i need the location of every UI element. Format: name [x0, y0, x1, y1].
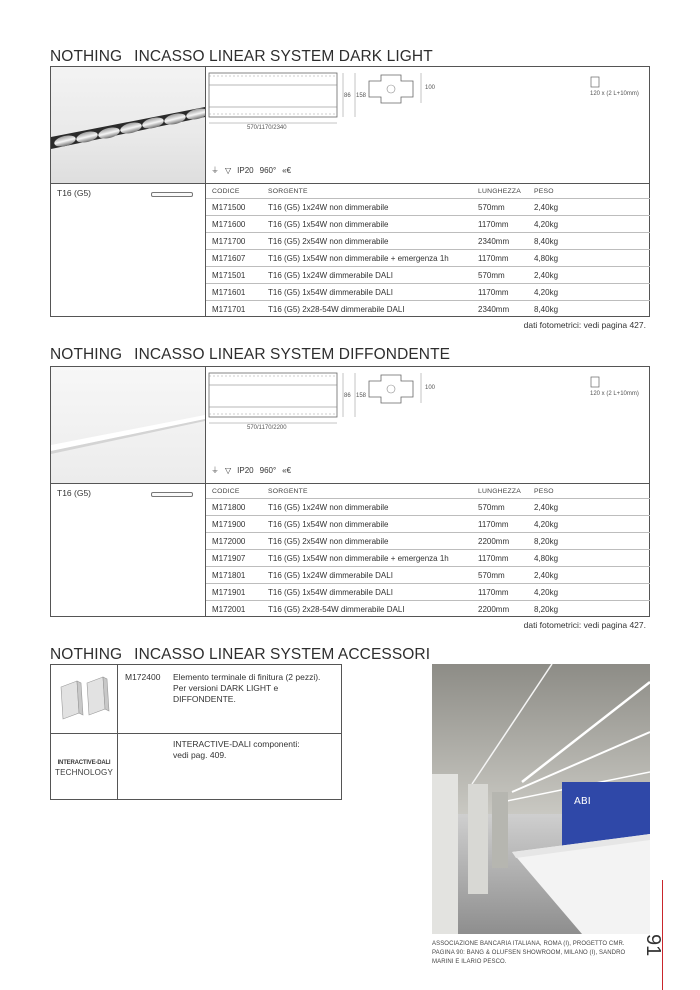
end-cap-image	[55, 673, 113, 727]
table-header-row	[206, 184, 650, 199]
certification-symbols	[211, 165, 291, 176]
table-row: M172000 T16 (G5) 2x54W non dimmerabile 2200mm 8,20kg	[206, 533, 650, 550]
bank-lobby-image	[432, 664, 650, 934]
product-photo-dark-light	[51, 67, 206, 183]
luminaire-louver-image	[51, 67, 205, 183]
table-row: M171800 T16 (G5) 1x24W non dimmerabile 570mm 2,40kg	[206, 499, 650, 516]
source-label: T16 (G5)	[57, 188, 92, 198]
table-row: M171901 T16 (G5) 1x54W dimmerabile DALI 1170mm 4,20kg	[206, 584, 650, 601]
header-source: SORGENTE	[262, 184, 472, 199]
dim-height-2: 158	[356, 393, 367, 399]
ip-rating: IP20	[237, 166, 254, 175]
header-code: CODICE	[206, 184, 262, 199]
header-source: SORGENTE	[262, 484, 472, 499]
ce-mark-icon: «€	[282, 166, 292, 175]
source-label: T16 (G5)	[57, 488, 92, 498]
spec-table-dark-light	[206, 184, 650, 317]
table-header-row	[206, 484, 650, 499]
table-row: M171600 T16 (G5) 1x54W non dimmerabile 1170mm 4,20kg	[206, 216, 650, 233]
photometric-note: dati fotometrici: vedi pagina 427.	[523, 620, 646, 630]
dim-cutout: 120 x (2 L+10mm)	[590, 91, 639, 97]
header-length: LUNGHEZZA	[472, 184, 528, 199]
glow-wire-rating: 960°	[259, 166, 277, 175]
fluorescent-tube-icon	[151, 492, 193, 497]
product-photo-diffondente	[51, 367, 206, 483]
dali-description: INTERACTIVE-DALI componenti: vedi pag. 409.	[173, 739, 300, 760]
photometric-note: dati fotometrici: vedi pagina 427.	[523, 320, 646, 330]
section-title-dark-light: NOTHING INCASSO LINEAR SYSTEM DARK LIGHT	[50, 48, 433, 65]
table-row: M171701 T16 (G5) 2x28-54W dimmerabile DALI 2340mm 8,40kg	[212, 304, 559, 314]
product-box-dark-light	[50, 66, 650, 317]
dim-length: 570/1170/2200	[247, 425, 287, 431]
certification-symbols	[211, 465, 291, 476]
technical-drawing-dark-light	[205, 67, 649, 183]
section-title-diffondente: NOTHING INCASSO LINEAR SYSTEM DIFFONDENTE	[50, 346, 451, 363]
table-row: M171900 T16 (G5) 1x54W non dimmerabile 1170mm 4,20kg	[206, 516, 650, 533]
table-row: M171907 T16 (G5) 1x54W non dimmerabile + emergenza 1h 1170mm 4,80kg	[206, 550, 650, 567]
abi-sign: ABI	[574, 796, 591, 807]
table-row: M172001 T16 (G5) 2x28-54W dimmerabile DALI 2200mm 8,20kg	[212, 604, 559, 614]
table-row: M171801 T16 (G5) 1x24W dimmerabile DALI 570mm 2,40kg	[206, 567, 650, 584]
header-weight: PESO	[528, 484, 650, 499]
dim-height-1: 86	[344, 393, 351, 399]
fluorescent-tube-icon	[151, 192, 193, 197]
table-row: M171501 T16 (G5) 1x24W dimmerabile DALI 570mm 2,40kg	[206, 267, 650, 284]
dim-cutout: 120 x (2 L+10mm)	[590, 391, 639, 397]
spec-area-diffondente	[51, 483, 649, 616]
interactive-dali-logo: INTERACTIVE-DALI TECHNOLOGY	[55, 760, 114, 777]
spec-table-diffondente	[206, 484, 650, 617]
section-title-accessori: NOTHING INCASSO LINEAR SYSTEM ACCESSORI	[50, 646, 431, 663]
accessory-description: Elemento terminale di finitura (2 pezzi). Per versioni DARK LIGHT e DIFFONDENTE.	[173, 672, 321, 704]
photo-caption: ASSOCIAZIONE BANCARIA ITALIANA, ROMA (I), PROGETTO CMR. PAGINA 90: BANG & OLUFSEN SHOWROOM, MILANO (I), SANDRO MARINI E ILARIO PESCO.	[432, 941, 626, 965]
header-code: CODICE	[206, 484, 262, 499]
glow-wire-rating: 960°	[259, 466, 277, 475]
ip-rating: IP20	[237, 466, 254, 475]
dim-height-2: 158	[356, 93, 367, 99]
table-row: M171601 T16 (G5) 1x54W dimmerabile DALI 1170mm 4,20kg	[206, 284, 650, 301]
table-row: M171607 T16 (G5) 1x54W non dimmerabile + emergenza 1h 1170mm 4,80kg	[206, 250, 650, 267]
technical-drawing-diffondente	[205, 367, 649, 483]
earth-class-icon: ⏚	[211, 166, 219, 175]
product-box-diffondente	[50, 366, 650, 617]
header-weight: PESO	[528, 184, 650, 199]
dim-depth: 100	[425, 385, 436, 391]
dim-length: 570/1170/2340	[247, 125, 287, 131]
page-number: 91	[642, 934, 664, 957]
dim-height-1: 86	[344, 93, 351, 99]
luminaire-diffuser-image	[51, 367, 205, 483]
header-length: LUNGHEZZA	[472, 484, 528, 499]
dim-depth: 100	[425, 85, 436, 91]
spec-area-dark-light	[51, 183, 649, 316]
f-mark-icon: ▽	[225, 166, 232, 175]
accessories-box	[50, 664, 342, 800]
interior-photo	[432, 664, 650, 934]
earth-class-icon: ⏚	[211, 466, 219, 475]
table-row: M171700 T16 (G5) 2x54W non dimmerabile 2340mm 8,40kg	[206, 233, 650, 250]
table-row: M171500 T16 (G5) 1x24W non dimmerabile 570mm 2,40kg	[206, 199, 650, 216]
accessory-code: M172400	[125, 672, 161, 682]
ce-mark-icon: «€	[282, 466, 292, 475]
f-mark-icon: ▽	[225, 466, 232, 475]
